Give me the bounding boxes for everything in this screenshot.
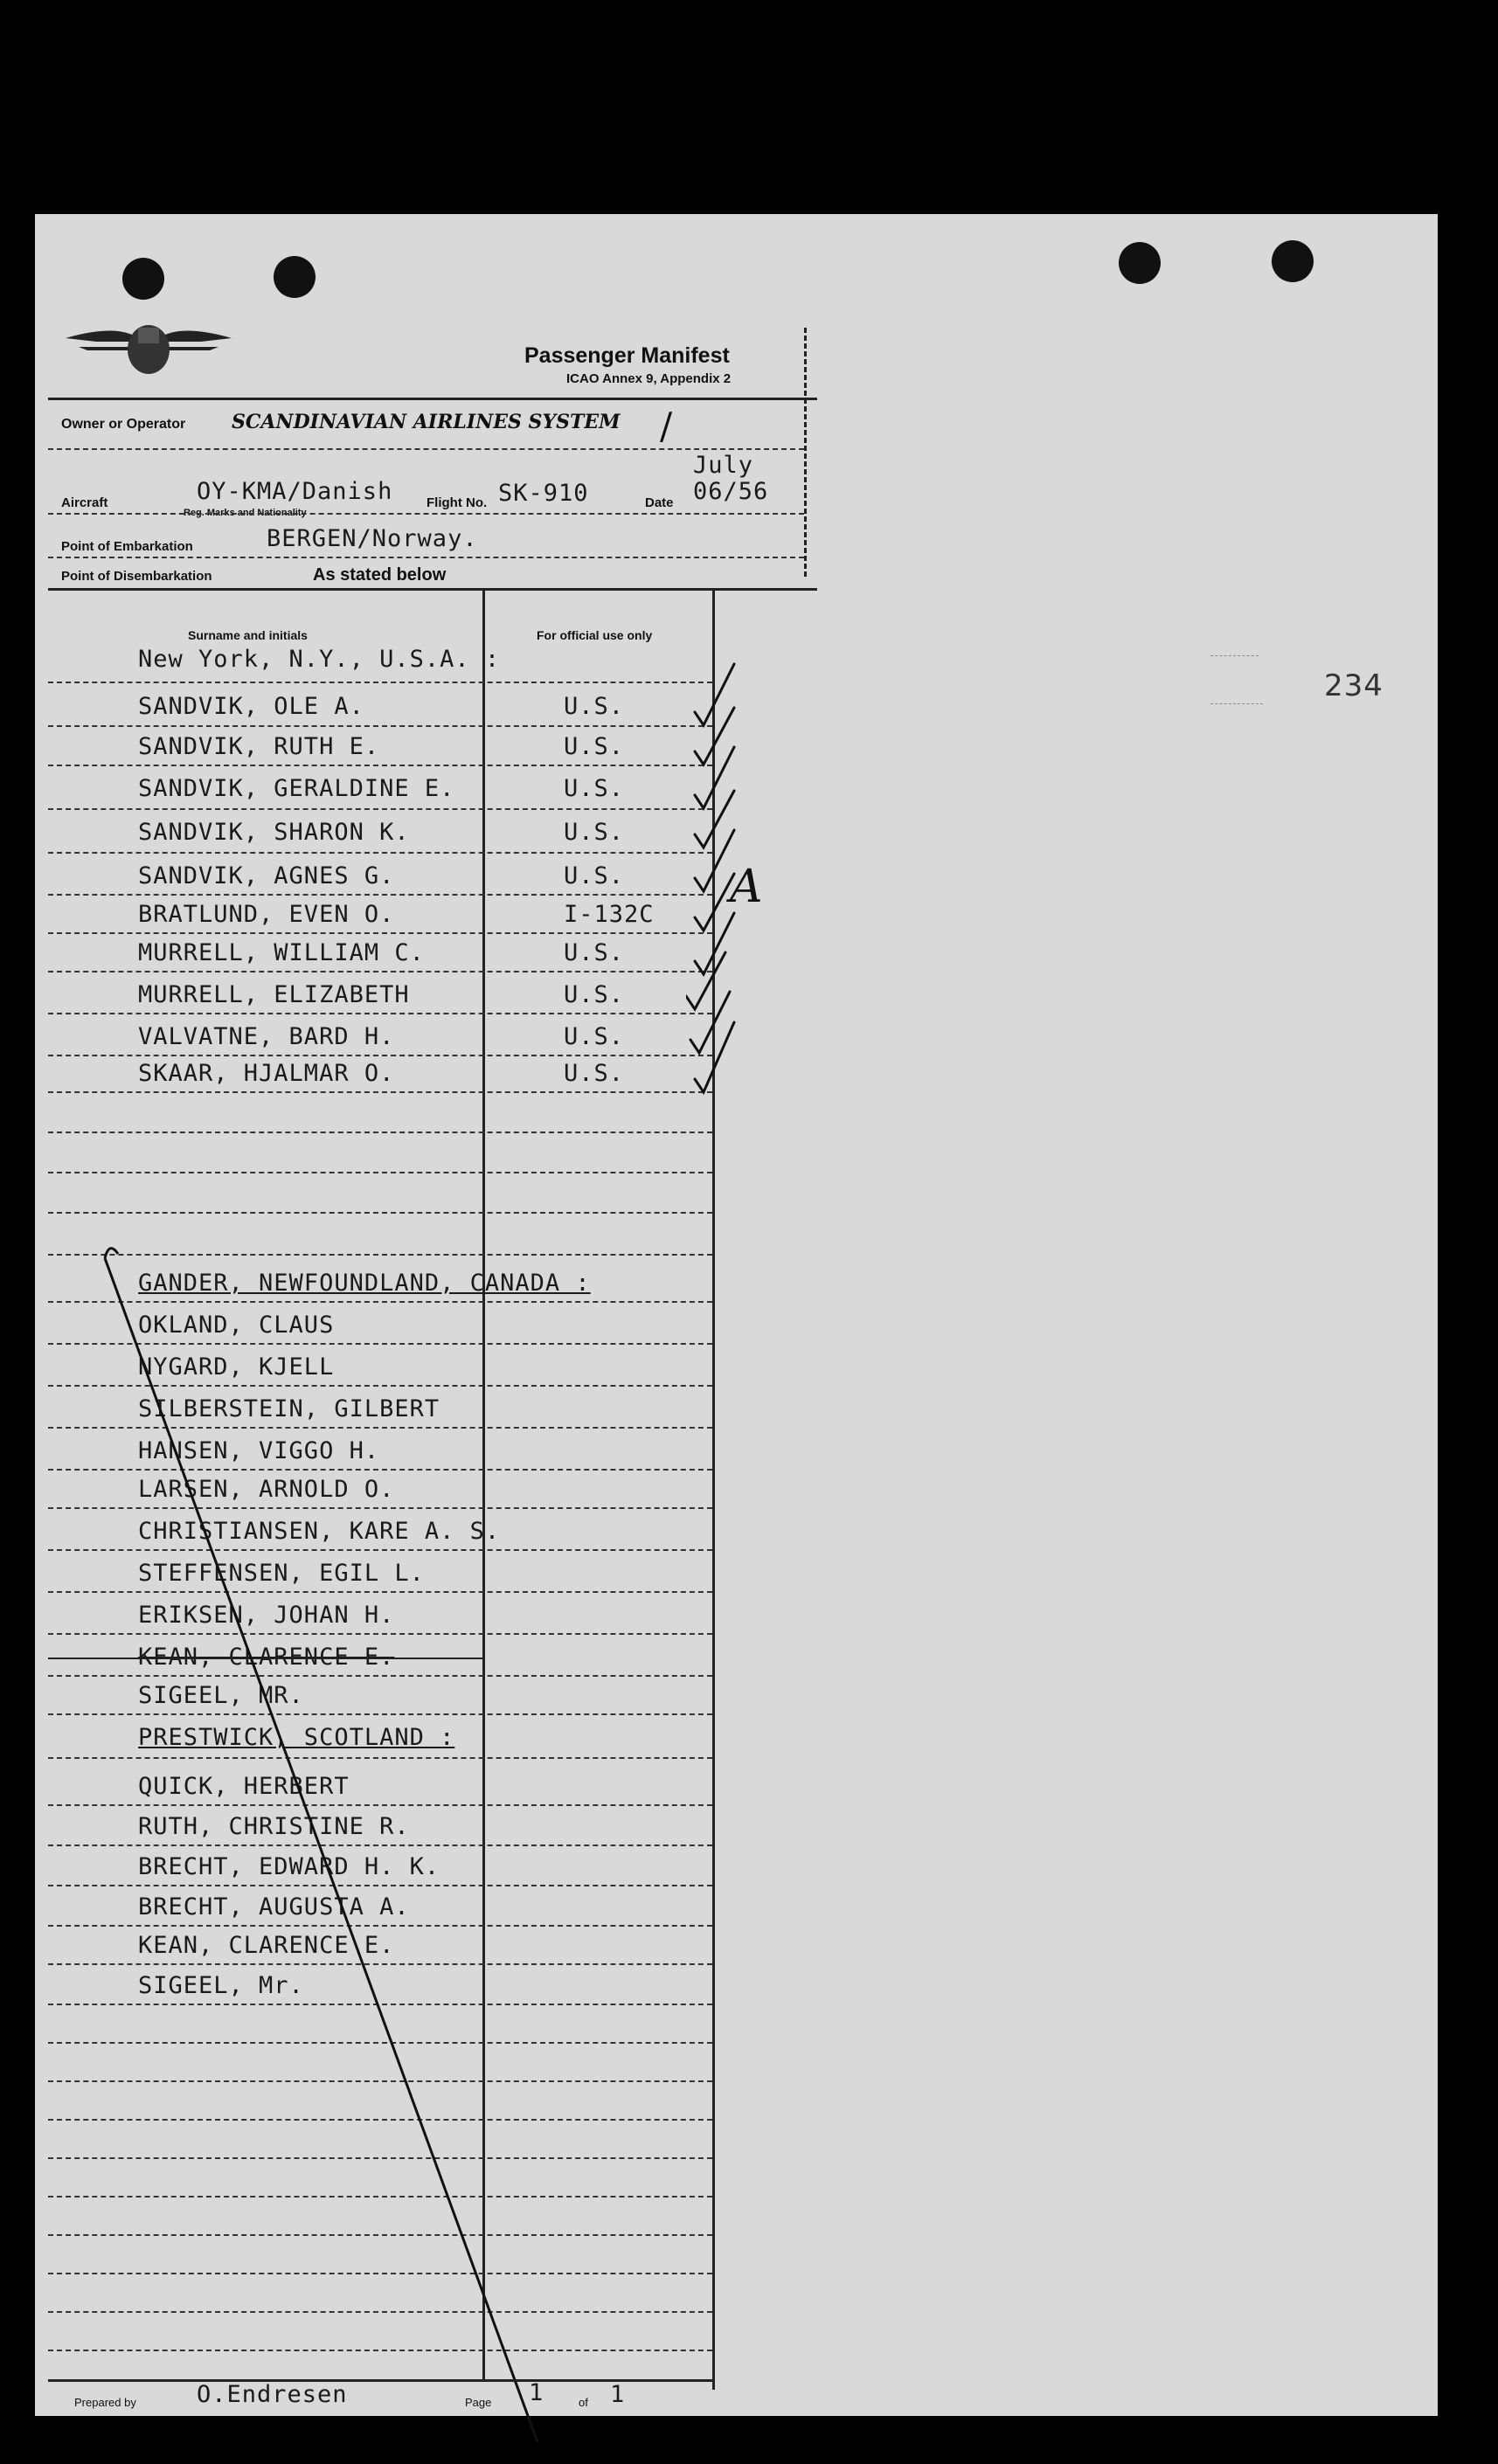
date-month: July bbox=[693, 452, 754, 479]
section-heading: New York, N.Y., U.S.A. : bbox=[138, 646, 501, 673]
row-line bbox=[48, 1055, 712, 1056]
aircraft-label: Aircraft bbox=[61, 495, 108, 510]
passenger-name: SIGEEL, Mr. bbox=[138, 1972, 304, 1999]
row-line bbox=[48, 1091, 712, 1093]
passenger-name: BRECHT, EDWARD H. K. bbox=[138, 1853, 440, 1880]
passenger-name: SILBERSTEIN, GILBERT bbox=[138, 1395, 440, 1422]
airline-logo-icon bbox=[61, 310, 236, 380]
passenger-name: HANSEN, VIGGO H. bbox=[138, 1437, 380, 1464]
row-line bbox=[48, 852, 712, 854]
passenger-name: VALVATNE, BARD H. bbox=[138, 1023, 395, 1050]
reg-note: Reg. Marks and Nationality bbox=[184, 508, 307, 518]
passenger-status: U.S. bbox=[564, 819, 625, 846]
embark-label: Point of Embarkation bbox=[61, 539, 193, 554]
page-value: 1 bbox=[529, 2379, 544, 2406]
of-label: of bbox=[579, 2396, 588, 2409]
divider bbox=[48, 448, 804, 450]
passenger-status: U.S. bbox=[564, 939, 625, 966]
passenger-status: I-132C bbox=[564, 901, 655, 928]
passenger-name: RUTH, CHRISTINE R. bbox=[138, 1813, 410, 1840]
punch-hole bbox=[1119, 242, 1161, 284]
passenger-name: SANDVIK, GERALDINE E. bbox=[138, 775, 455, 802]
passenger-status: U.S. bbox=[564, 775, 625, 802]
passenger-status: U.S. bbox=[564, 981, 625, 1008]
row-line bbox=[48, 682, 712, 683]
row-line bbox=[48, 765, 712, 766]
page-title: Passenger Manifest bbox=[524, 343, 730, 368]
passenger-name: SKAAR, HJALMAR O. bbox=[138, 1060, 395, 1087]
punch-hole bbox=[122, 258, 164, 300]
disembark-value: As stated below bbox=[313, 565, 447, 585]
passenger-name: SANDVIK, SHARON K. bbox=[138, 819, 410, 846]
divider bbox=[48, 398, 817, 400]
row-line bbox=[48, 894, 712, 896]
date-value: 06/56 bbox=[693, 478, 769, 505]
row-line bbox=[48, 725, 712, 727]
divider bbox=[48, 557, 804, 558]
disembark-label: Point of Disembarkation bbox=[61, 569, 212, 584]
passenger-name: OKLAND, CLAUS bbox=[138, 1312, 335, 1339]
passenger-name: MURRELL, ELIZABETH bbox=[138, 981, 410, 1008]
column-header-official: For official use only bbox=[537, 628, 653, 642]
faint-mark bbox=[1210, 703, 1263, 704]
section-heading: GANDER, NEWFOUNDLAND, CANADA : bbox=[138, 1270, 591, 1297]
row-line bbox=[48, 808, 712, 810]
flight-label: Flight No. bbox=[427, 495, 488, 510]
punch-hole bbox=[1272, 240, 1314, 282]
row-line bbox=[48, 1172, 712, 1173]
aircraft-value: OY-KMA/Danish bbox=[197, 478, 393, 505]
manifest-sheet bbox=[35, 214, 1438, 2416]
prepared-label: Prepared by bbox=[74, 2396, 136, 2409]
diagonal-slash-annotation bbox=[101, 1232, 555, 2464]
passenger-name-struck: KEAN, CLARENCE E. bbox=[138, 1644, 395, 1671]
handwritten-mark: A bbox=[730, 861, 763, 913]
passenger-name: SIGEEL, MR. bbox=[138, 1682, 304, 1709]
owner-mark: / bbox=[660, 405, 673, 447]
prepared-value: O.Endresen bbox=[197, 2381, 348, 2408]
flight-value: SK-910 bbox=[498, 480, 589, 507]
row-line bbox=[48, 1132, 712, 1133]
passenger-name: QUICK, HERBERT bbox=[138, 1773, 350, 1800]
passenger-name: SANDVIK, AGNES G. bbox=[138, 862, 395, 889]
row-line bbox=[48, 1013, 712, 1014]
row-line bbox=[48, 971, 712, 972]
passenger-status: U.S. bbox=[564, 733, 625, 760]
passenger-name: MURRELL, WILLIAM C. bbox=[138, 939, 425, 966]
passenger-name: KEAN, CLARENCE E. bbox=[138, 1932, 395, 1959]
passenger-name: CHRISTIANSEN, KARE A. S. bbox=[138, 1518, 501, 1545]
embark-value: BERGEN/Norway. bbox=[267, 525, 478, 552]
divider bbox=[48, 588, 817, 591]
date-label: Date bbox=[645, 495, 674, 510]
passenger-status: U.S. bbox=[564, 1023, 625, 1050]
owner-value: SCANDINAVIAN AIRLINES SYSTEM bbox=[232, 411, 621, 433]
passenger-status: U.S. bbox=[564, 693, 625, 720]
owner-label: Owner or Operator bbox=[61, 417, 186, 432]
passenger-name: SANDVIK, RUTH E. bbox=[138, 733, 380, 760]
column-header-name: Surname and initials bbox=[188, 628, 308, 642]
passenger-name: BRATLUND, EVEN O. bbox=[138, 901, 395, 928]
divider bbox=[48, 513, 804, 515]
passenger-name: STEFFENSEN, EGIL L. bbox=[138, 1560, 425, 1587]
passenger-status: U.S. bbox=[564, 1060, 625, 1087]
divider bbox=[804, 328, 807, 577]
row-line bbox=[48, 932, 712, 934]
checkmark-annotations bbox=[686, 651, 817, 1306]
row-line bbox=[48, 1212, 712, 1214]
passenger-name: BRECHT, AUGUSTA A. bbox=[138, 1893, 410, 1921]
passenger-status: U.S. bbox=[564, 862, 625, 889]
margin-page-number: 234 bbox=[1324, 668, 1384, 703]
of-value: 1 bbox=[610, 2381, 626, 2408]
passenger-name: NYGARD, KJELL bbox=[138, 1353, 335, 1381]
page-subtitle: ICAO Annex 9, Appendix 2 bbox=[566, 371, 732, 386]
passenger-name: SANDVIK, OLE A. bbox=[138, 693, 364, 720]
passenger-name: ERIKSEN, JOHAN H. bbox=[138, 1602, 395, 1629]
page-label: Page bbox=[465, 2396, 492, 2409]
section-heading: PRESTWICK, SCOTLAND : bbox=[138, 1724, 455, 1751]
passenger-name: LARSEN, ARNOLD O. bbox=[138, 1476, 395, 1503]
punch-hole bbox=[274, 256, 316, 298]
faint-mark bbox=[1210, 655, 1259, 656]
